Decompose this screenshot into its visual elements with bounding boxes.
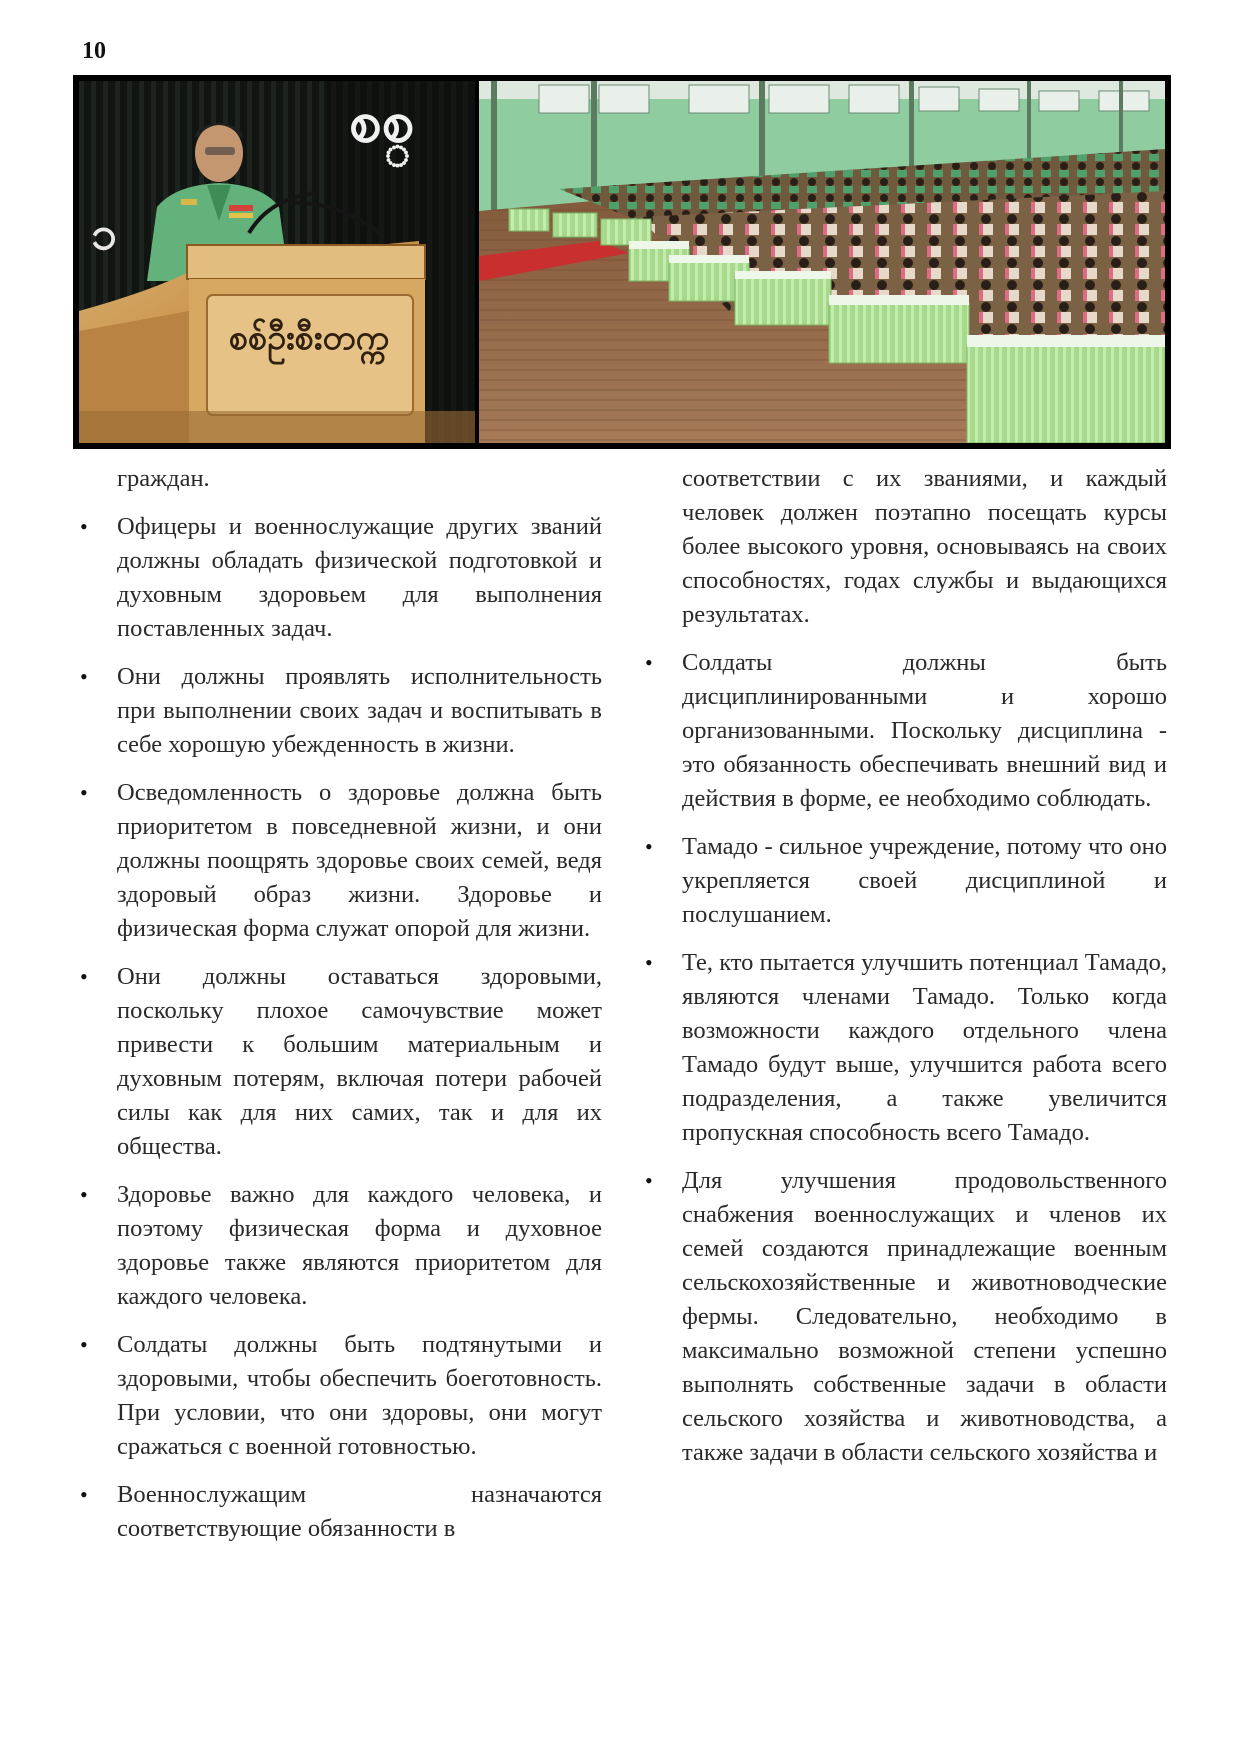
audience-photo xyxy=(479,81,1165,443)
list-item: • Военнослужащим назначаются соответствующие обязанности в xyxy=(80,1478,602,1546)
left-continuation-text: граждан. xyxy=(117,465,210,492)
right-bullet-list xyxy=(645,646,1167,1470)
podium-text: စစ်ဦးစီးတက္က xyxy=(229,318,389,358)
list-item: • Они должны проявлять исполнительность при выполнении своих задач и воспитывать в себе хорошую убежденность в жизни. xyxy=(80,660,602,762)
list-item: • Осведомленность о здоровье должна быть приоритетом в повседневной жизни, и они должны поощрять здоровье своих семей, ведя здоровый образ жизни. Здоровье и физическая форма служат опорой для жизни. xyxy=(80,776,602,946)
list-item: • Они должны оставаться здоровыми, поскольку плохое самочувствие может привести к большим материальным и духовным потерям, включая потери рабочей силы как для них самих, так и для их общества. xyxy=(80,960,602,1164)
list-item: • Офицеры и военнослужащие других званий должны обладать физической подготовкой и духовным здоровьем для выполнения поставленных задач. xyxy=(80,510,602,646)
list-item: • Для улучшения продовольственного снабжения военнослужащих и членов их семей создаются принадлежащие военным сельскохозяйственные и животноводческие фермы. Следовательно, необходимо в максимально возможной степени успешно выполнять собственные задачи в области сельского хозяйства и животноводства, а также задачи в области сельского хозяйства и xyxy=(645,1164,1167,1470)
right-column xyxy=(645,462,1167,1470)
banner-text-top: စစ္ xyxy=(349,87,415,155)
page-number: 10 xyxy=(82,38,106,64)
list-item: • Солдаты должны быть подтянутыми и здоровыми, чтобы обеспечить боеготовность. При условии, что они здоровы, они могут сражаться с военной готовностью. xyxy=(80,1328,602,1464)
banner-text-side: ၁ xyxy=(91,206,117,260)
photo-banner xyxy=(73,75,1171,449)
list-item: • Солдаты должны быть дисциплинированными и хорошо организованными. Поскольку дисциплина - это обязанность обеспечивать внешний вид и действия в форме, ее необходимо соблюдать. xyxy=(645,646,1167,816)
left-column xyxy=(80,462,602,1546)
right-continuation-text: соответствии с их званиями, и каждый человек должен поэтапно посещать курсы более высокого уровня, основываясь на своих способностях, годах службы и выдающихся результатах. xyxy=(682,465,1167,628)
list-item: • Здоровье важно для каждого человека, и поэтому физическая форма и духовное здоровье также являются приоритетом для каждого человека. xyxy=(80,1178,602,1314)
left-bullet-list xyxy=(80,510,602,1546)
list-item: • Тамадо - сильное учреждение, потому что оно укрепляется своей дисциплиной и послушанием. xyxy=(645,830,1167,932)
speaker-photo xyxy=(79,81,475,443)
list-item: • Те, кто пытается улучшить потенциал Тамадо, являются членами Тамадо. Только когда возможности каждого отдельного члена Тамадо будут выше, улучшится работа всего подразделения, а также увеличится пропускная способность всего Тамадо. xyxy=(645,946,1167,1150)
